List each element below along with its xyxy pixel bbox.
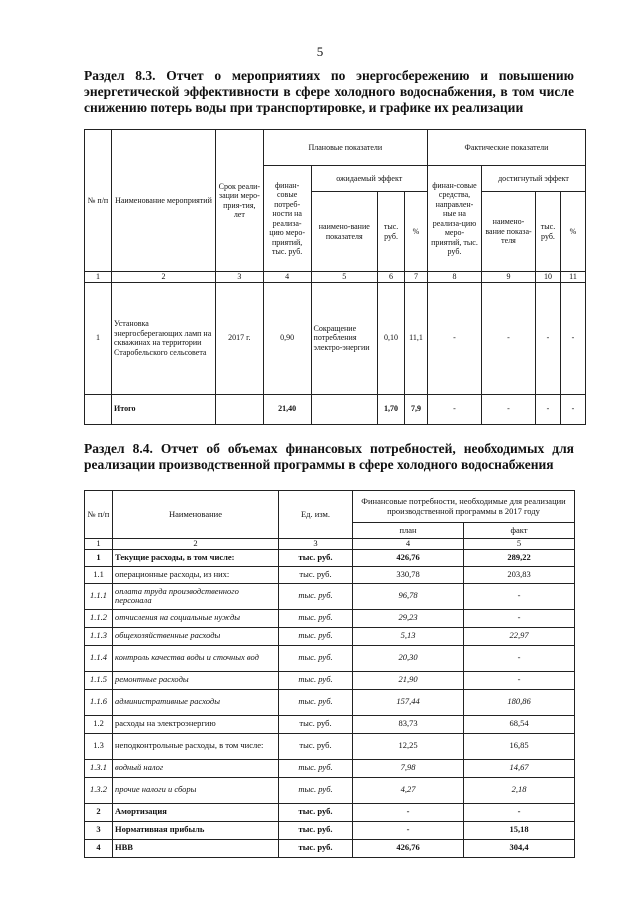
table-row [85,715,575,733]
row-plan: 20,30 [353,645,464,671]
row-unit: тыс. руб. [279,549,353,566]
measure-fin: 0,90 [263,282,311,394]
row-plan: 330,78 [353,566,464,583]
section-8-3-title: Раздел 8.3. Отчет о мероприятиях по энергосбережению и повышению энергетической эффективности в сфере холодного водоснабжения, в том числе снижению потерь воды при транспортировке, и графике их реализации [84,68,574,115]
col-number: 5 [464,539,575,550]
col-number: 7 [405,272,428,283]
row-name: операционные расходы, из них: [113,566,279,583]
row-num: 1.3 [85,733,113,759]
table-row [85,627,575,645]
section-8-4-title: Раздел 8.4. Отчет об объемах финансовых потребностей, необходимых для реализации производственной программы в сфере холодного водоснабжения [84,441,574,472]
row-name: Амортизация [113,803,279,821]
row-plan: 7,98 [353,759,464,777]
row-plan: 5,13 [353,627,464,645]
col-number: 2 [112,272,216,283]
row-num: 1.1 [85,566,113,583]
ths-rub2-header: тыс. руб. [536,192,561,272]
table-row [85,645,575,671]
row-unit: тыс. руб. [279,821,353,839]
row-plan: 29,23 [353,609,464,627]
row-name: неподконтрольные расходы, в том числе: [113,733,279,759]
row-unit: тыс. руб. [279,839,353,857]
pct-header: % [405,192,428,272]
row-num: 1 [85,282,112,394]
row-unit: тыс. руб. [279,803,353,821]
row-fact: 2,18 [464,777,575,803]
row-fact: 16,85 [464,733,575,759]
row-unit: тыс. руб. [279,609,353,627]
row-num: 1 [85,549,113,566]
col-number: 6 [378,272,405,283]
row-unit: тыс. руб. [279,627,353,645]
row-num: 1.1.6 [85,689,113,715]
col-num-header: № п/п [85,130,112,272]
actual-value: - [481,394,535,424]
row-fact: 68,54 [464,715,575,733]
row-fact: - [464,583,575,609]
row-unit: тыс. руб. [279,759,353,777]
achieved-effect-header: достигнутый эффект [481,166,585,192]
row-num: 3 [85,821,113,839]
row-name: административные расходы [113,689,279,715]
table-row [85,609,575,627]
indicator-name-header: наимено-вание показателя [311,192,378,272]
row-fact: - [464,803,575,821]
actual-value: - [481,282,535,394]
row-num: 1.1.3 [85,627,113,645]
total-fin: 21,40 [263,394,311,424]
row-plan: 157,44 [353,689,464,715]
total-ths: 1,70 [378,394,405,424]
table-row [85,282,586,394]
actual-header: Фактические показатели [427,130,585,166]
fact-header: факт [464,523,575,539]
table-row [85,803,575,821]
row-plan: 4,27 [353,777,464,803]
table-row [85,566,575,583]
actual-value: - [427,282,481,394]
row-name: Нормативная прибыль [113,821,279,839]
row-name: прочие налоги и сборы [113,777,279,803]
col-num-header: № п/п [85,491,113,539]
row-name: общехозяйственные расходы [113,627,279,645]
row-num: 1.1.5 [85,671,113,689]
row-unit: тыс. руб. [279,645,353,671]
table-row [85,777,575,803]
row-plan: 426,76 [353,549,464,566]
row-name: контроль качества воды и сточных вод [113,645,279,671]
actual-value: - [560,394,585,424]
finance-table-body [85,549,575,857]
row-fact: 14,67 [464,759,575,777]
measures-table [84,129,586,425]
row-name: оплата труда производственного персонала [113,583,279,609]
row-unit: тыс. руб. [279,777,353,803]
row-num: 4 [85,839,113,857]
total-pct: 7,9 [405,394,428,424]
row-fact: 304,4 [464,839,575,857]
col-number: 11 [560,272,585,283]
plan-header: план [353,523,464,539]
actual-value: - [536,282,561,394]
row-plan: 12,25 [353,733,464,759]
col-number: 10 [536,272,561,283]
row-num: 1.1.1 [85,583,113,609]
finance-table [84,490,575,858]
row-name: ремонтные расходы [113,671,279,689]
row-fact: - [464,609,575,627]
total-label: Итого [112,394,216,424]
row-plan: 426,76 [353,839,464,857]
row-name: отчисления на социальные нужды [113,609,279,627]
actual-value: - [536,394,561,424]
measure-term: 2017 г. [215,282,263,394]
actual-value: - [560,282,585,394]
col-term-header: Срок реали-зации меро-прия-тия, лет [215,130,263,272]
col-number: 8 [427,272,481,283]
table-row [85,839,575,857]
ths-rub-header: тыс. руб. [378,192,405,272]
col-number: 3 [215,272,263,283]
row-num: 2 [85,803,113,821]
row-fact: 180,86 [464,689,575,715]
row-fact: 203,83 [464,566,575,583]
col-number: 1 [85,272,112,283]
col-number: 5 [311,272,378,283]
row-unit: тыс. руб. [279,566,353,583]
row-name: НВВ [113,839,279,857]
table-row [85,549,575,566]
col-name-header: Наименование мероприятий [112,130,216,272]
col-number: 1 [85,539,113,550]
row-fact: 289,22 [464,549,575,566]
col-number: 4 [263,272,311,283]
table-row [85,759,575,777]
row-fact: - [464,645,575,671]
table-row [85,583,575,609]
row-unit: тыс. руб. [279,671,353,689]
row-num: 1.1.2 [85,609,113,627]
indicator-name2-header: наимено-вание показа-теля [481,192,535,272]
row-plan: 83,73 [353,715,464,733]
col-number: 4 [353,539,464,550]
row-plan: 21,90 [353,671,464,689]
row-unit: тыс. руб. [279,715,353,733]
expected-effect-header: ожидаемый эффект [311,166,427,192]
planned-header: Плановые показатели [263,130,427,166]
row-num: 1.2 [85,715,113,733]
fin-actual-header: финан-совые средства, направлен-ные на реализа-цию меро-приятий, тыс. руб. [427,166,481,272]
row-plan: 96,78 [353,583,464,609]
row-unit: тыс. руб. [279,733,353,759]
row-name: водный налог [113,759,279,777]
row-fact: 15,18 [464,821,575,839]
row-unit: тыс. руб. [279,689,353,715]
measure-name: Установка энергосберегающих ламп на скважинах на территории Старобельского сельсовета [112,282,216,394]
col-name-header: Наименование [113,491,279,539]
measure-pct: 11,1 [405,282,428,394]
pct2-header: % [560,192,585,272]
row-fact: 22,97 [464,627,575,645]
fin-plan-header: финан-совые потреб-ности на реализа-цию меро-приятий, тыс. руб. [263,166,311,272]
row-fact: - [464,671,575,689]
col-number: 2 [113,539,279,550]
fin-needs-header: Финансовые потребности, необходимые для реализации производственной программы в 2017 году [353,491,575,523]
row-name: Текущие расходы, в том числе: [113,549,279,566]
col-unit-header: Ед. изм. [279,491,353,539]
row-plan: - [353,803,464,821]
row-num: 1.3.2 [85,777,113,803]
measure-ths: 0,10 [378,282,405,394]
row-num: 1.3.1 [85,759,113,777]
col-number: 3 [279,539,353,550]
actual-value: - [427,394,481,424]
table-row [85,733,575,759]
row-num: 1.1.4 [85,645,113,671]
measure-indicator: Сокращение потребления электро-энергии [311,282,378,394]
col-number: 9 [481,272,535,283]
table-row [85,671,575,689]
table-row [85,689,575,715]
total-row [85,394,586,424]
row-name: расходы на электроэнергию [113,715,279,733]
page-number: 5 [316,44,324,59]
row-plan: - [353,821,464,839]
row-unit: тыс. руб. [279,583,353,609]
table-row [85,821,575,839]
